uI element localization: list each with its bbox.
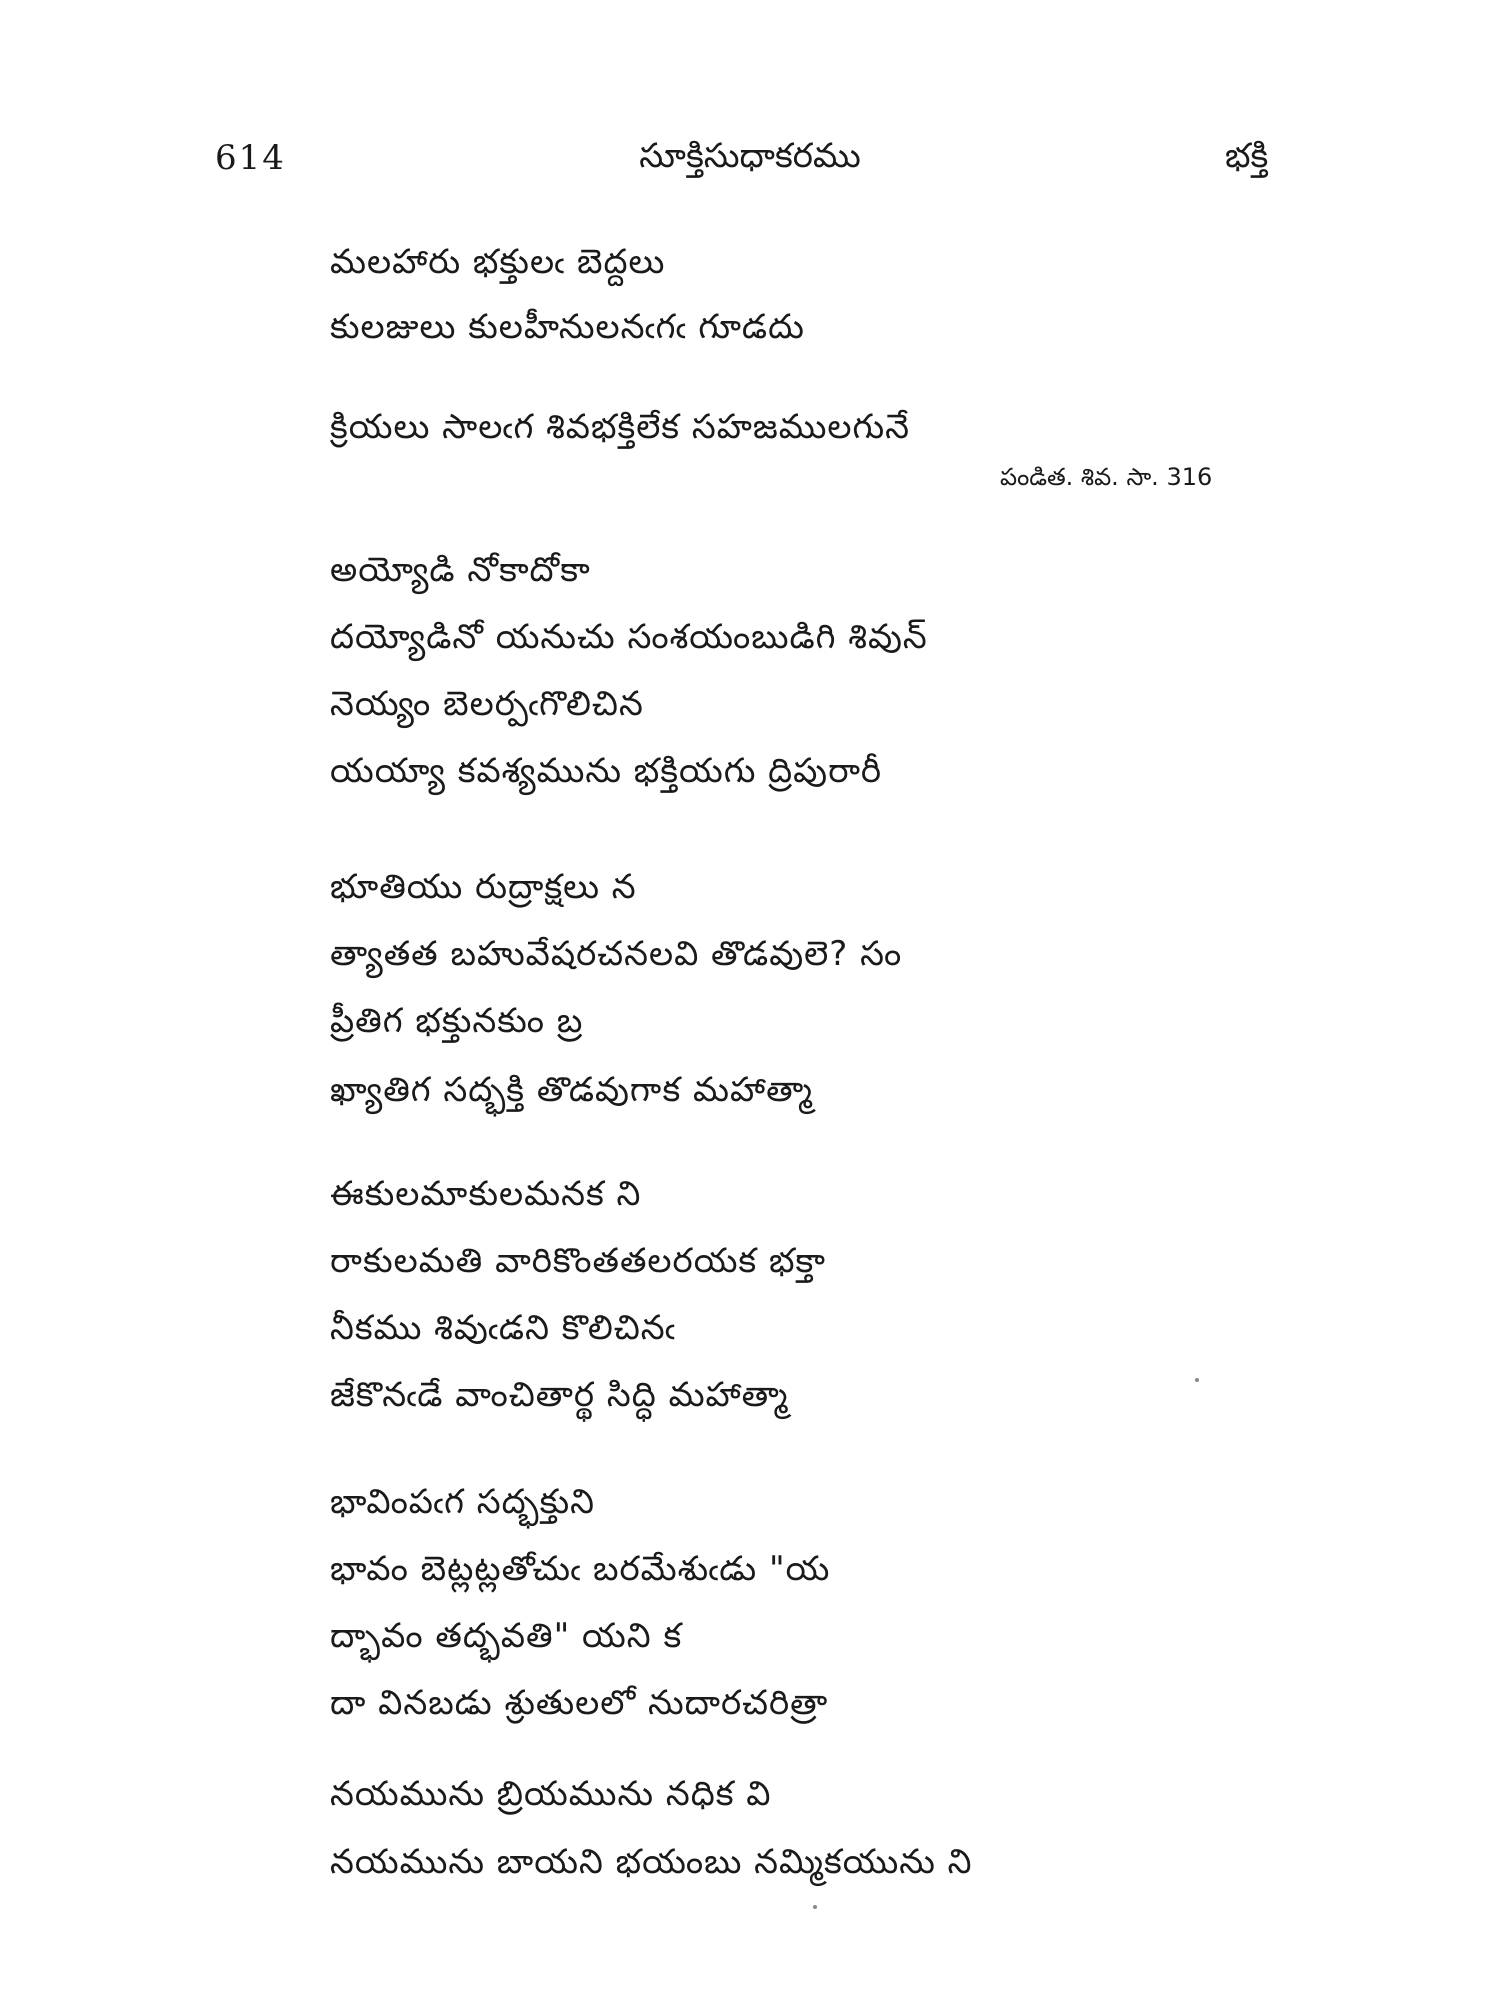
verse-line: మలహారు భక్తులఁ బెద్దలు: [330, 242, 666, 282]
verse-line: కులజులు కులహీనులనఁగఁ గూడదు: [330, 307, 805, 347]
verse-line: రాకులమతి వారికొంతతలరయక భక్తా: [330, 1241, 826, 1281]
verse-line: జేకొనఁడే వాంచితార్థ సిద్ధి మహాత్మా: [330, 1375, 789, 1415]
verse-line: ప్రీతిగ భక్తునకుం బ్ర: [330, 1001, 584, 1041]
print-speck: [813, 1905, 817, 1909]
verse-line: ద్భావం తద్భవతి" యని క: [330, 1616, 683, 1656]
verse-line: దా వినబడు శ్రుతులలో నుదారచరిత్రా: [330, 1683, 829, 1723]
page-header: [0, 138, 1500, 188]
verse-line: అయ్యోడి నోకాదోకా: [330, 550, 591, 590]
verse-line: ఈకులమాకులమనక ని: [330, 1174, 642, 1214]
verse-line: నీకము శివుఁడని కొలిచినఁ: [330, 1308, 676, 1348]
page-number: 614: [215, 138, 286, 178]
print-speck: [1195, 1378, 1199, 1382]
section-title: భక్తి: [1225, 136, 1269, 176]
verse-line: నెయ్యం బెలర్పఁగొలిచిన: [330, 684, 644, 724]
verse-line: భావింపఁగ సద్భక్తుని: [330, 1482, 596, 1522]
verse-line: దయ్యోడినో యనుచు సంశయంబుడిగి శివున్: [330, 617, 928, 657]
verse-line: నయమును బాయని భయంబు నమ్మికయును ని: [330, 1842, 973, 1882]
verse-line: త్యాతత బహువేషరచనలవి తొడవులె? సం: [330, 934, 903, 974]
verse-line: యయ్యా కవశ్యమును భక్తియగు ద్రిపురారీ: [330, 751, 883, 791]
verse-line: భూతియు రుద్రాక్షలు న: [330, 867, 637, 907]
verse-line: భావం బెట్లట్లతోచుఁ బరమేశుఁడు "య: [330, 1549, 831, 1589]
source-citation: పండిత. శివ. సా. 316: [1000, 463, 1213, 491]
verse-line: ఖ్యాతిగ సద్భక్తి తొడవుగాక మహాత్మా: [330, 1070, 813, 1110]
running-title: సూక్తిసుధాకరము: [639, 136, 861, 176]
verse-line: నయమును బ్రియమును నధిక వి: [330, 1774, 772, 1814]
verse-line: క్రియలు సాలఁగ శివభక్తిలేక సహజములగునే: [330, 407, 910, 447]
